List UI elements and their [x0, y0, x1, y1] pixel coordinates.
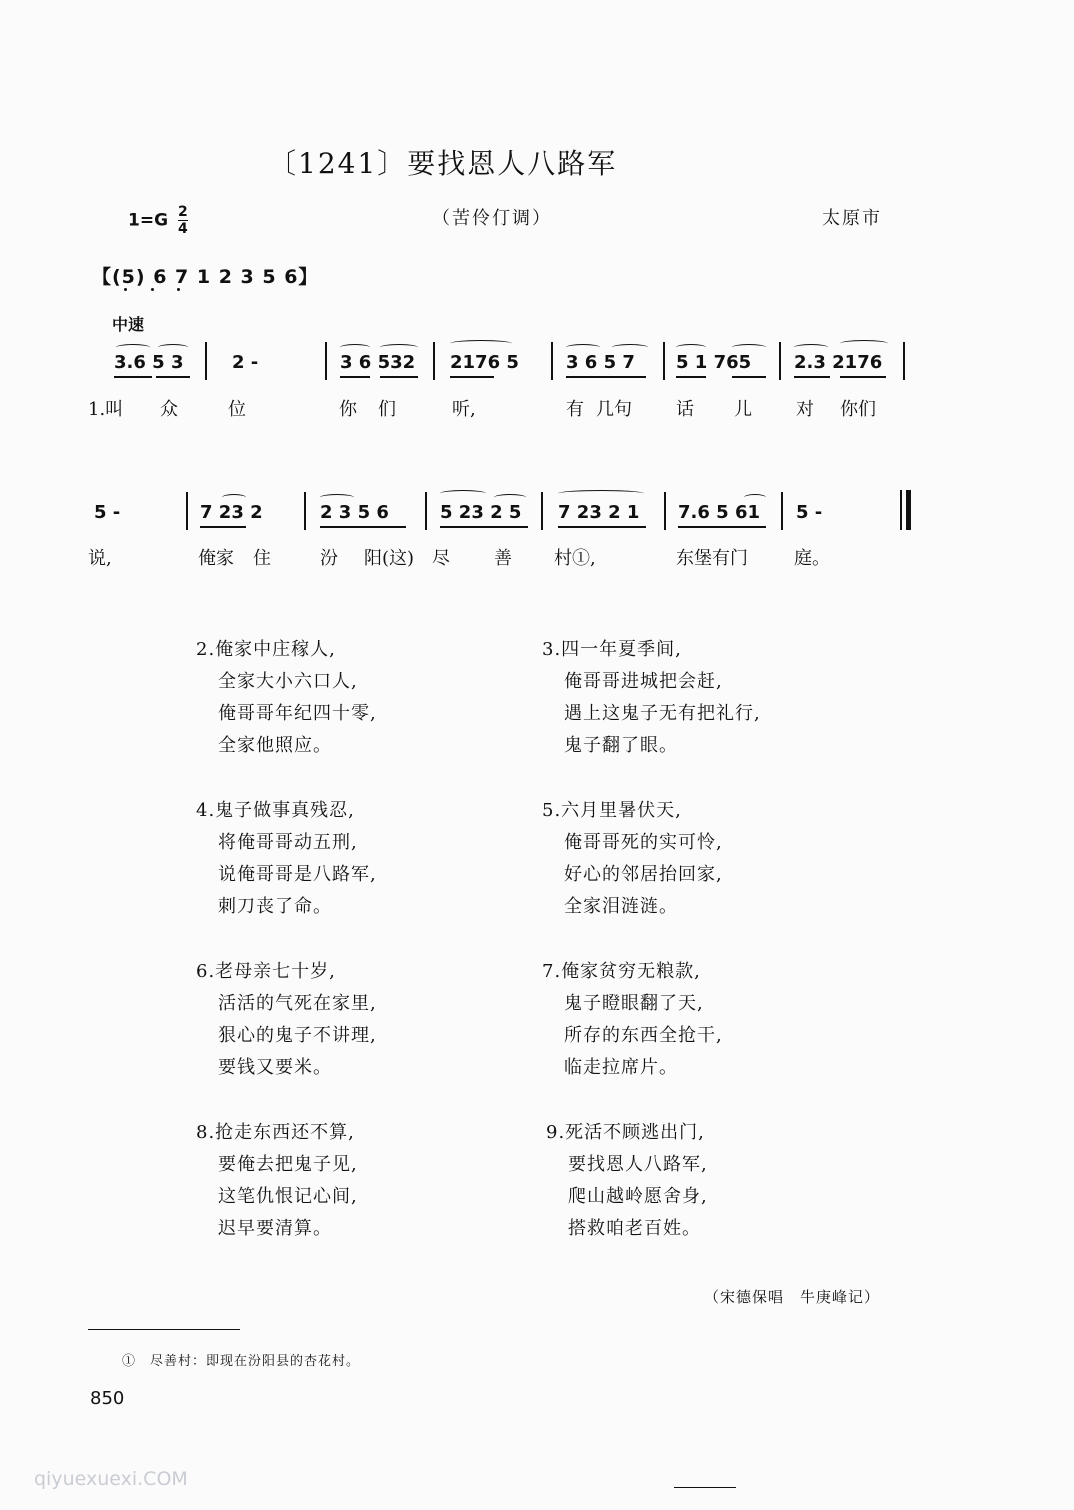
- slur: [440, 490, 486, 497]
- beam-underline: [320, 526, 406, 528]
- footnote: ① 尽善村：即现在汾阳县的杏花村。: [122, 1354, 361, 1369]
- bar-line: [541, 492, 543, 530]
- score-measure: 2 -: [232, 352, 259, 373]
- bar-line: [186, 492, 188, 530]
- stanza-line: 9.死活不顾逃出门,: [546, 1122, 705, 1143]
- lyric-word: 有: [566, 399, 584, 420]
- slur: [840, 340, 888, 347]
- slur: [612, 344, 648, 351]
- lyric-word: 你们: [840, 399, 876, 420]
- bar-line: [433, 342, 435, 380]
- slur: [676, 344, 706, 351]
- stanza-line: 鬼子翻了眼。: [564, 735, 678, 756]
- stanza-line: 迟早要清算。: [218, 1218, 332, 1239]
- origin-place: 太原市: [822, 208, 882, 229]
- stanza-line: 狠心的鬼子不讲理,: [218, 1025, 377, 1046]
- stanza-8: [196, 1117, 358, 1245]
- bar-line: [205, 342, 207, 380]
- slur: [380, 344, 418, 351]
- stanza-line: 搭救咱老百姓。: [568, 1218, 701, 1239]
- lyric-word: 听,: [452, 399, 476, 420]
- stanza-line: 2.俺家中庄稼人,: [196, 639, 336, 660]
- score-measure: 7 23 2 1: [558, 502, 640, 523]
- intro-notation: 【(5) 6 7 1 2 3 5 6】: [92, 266, 319, 288]
- slur: [158, 344, 188, 351]
- stanza-line: 5.六月里暑伏天,: [542, 800, 682, 821]
- bar-line: [663, 342, 665, 380]
- score-measure: 3 6 532: [340, 352, 416, 373]
- stanza-line: 鬼子瞪眼翻了天,: [564, 993, 704, 1014]
- slur: [566, 344, 600, 351]
- beam-underline: [676, 376, 706, 378]
- performer-credit: （宋德保唱 牛庚峰记）: [704, 1288, 881, 1306]
- bottom-rule: [674, 1487, 736, 1488]
- score-measure: 5 -: [796, 502, 823, 523]
- stanza-3: [542, 634, 761, 762]
- lyric-word: 几句: [596, 399, 632, 420]
- slur: [450, 340, 512, 347]
- stanza-line: 爬山越岭愿舍身,: [568, 1186, 708, 1207]
- slur: [494, 494, 526, 501]
- lyric-word: 汾: [320, 548, 338, 569]
- score-measure: 3.6 5 3: [114, 352, 184, 373]
- slur: [340, 344, 370, 351]
- stanza-line: 7.俺家贫穷无粮款,: [542, 961, 701, 982]
- slur: [794, 344, 828, 351]
- slur: [320, 494, 354, 501]
- score-measure: 7.6 5 61: [678, 502, 760, 523]
- lyric-word: 儿: [734, 399, 752, 420]
- beam-underline: [566, 376, 646, 378]
- time-bottom: 4: [177, 221, 188, 237]
- lyric-word: 你: [339, 399, 357, 420]
- beam-underline: [380, 376, 418, 378]
- score-measure: 2 3 5 6: [320, 502, 389, 523]
- score-measure: 3 6 5 7: [566, 352, 635, 373]
- beam-underline: [794, 376, 830, 378]
- time-top: 2: [177, 204, 188, 220]
- bar-line: [781, 492, 783, 530]
- stanza-line: 3.四一年夏季间,: [542, 639, 682, 660]
- stanza-line: 全家他照应。: [218, 735, 332, 756]
- stanza-line: 俺哥哥进城把会赶,: [564, 671, 723, 692]
- tempo-marking: 中速: [112, 315, 145, 334]
- slur: [744, 494, 766, 501]
- stanza-line: 4.鬼子做事真残忍,: [196, 800, 355, 821]
- lyric-word: 村①,: [554, 548, 596, 569]
- low-octave-dot: [124, 288, 127, 291]
- stanza-line: 6.老母亲七十岁,: [196, 961, 336, 982]
- lyric-word: 1.叫: [88, 399, 124, 420]
- low-octave-dot: [177, 288, 180, 291]
- slur: [116, 344, 150, 351]
- stanza-line: 要找恩人八路军,: [568, 1154, 708, 1175]
- stanza-5: [542, 795, 723, 923]
- stanza-9: [546, 1117, 708, 1245]
- score-measure: 5 23 2 5: [440, 502, 522, 523]
- stanza-line: 活活的气死在家里,: [218, 993, 377, 1014]
- key-signature: [128, 204, 188, 237]
- stanza-6: [196, 956, 377, 1084]
- score-measure: 7 23 2: [200, 502, 263, 523]
- lyric-word: 位: [228, 399, 246, 420]
- key-label: 1=G: [128, 210, 169, 231]
- beam-underline: [678, 526, 766, 528]
- stanza-line: 全家大小六口人,: [218, 671, 358, 692]
- beam-underline: [440, 526, 528, 528]
- stanza-line: 这笔仇恨记心间,: [218, 1186, 358, 1207]
- lyric-word: 话: [676, 399, 694, 420]
- time-signature: [178, 204, 188, 237]
- bar-line: [325, 342, 327, 380]
- beam-underline: [558, 526, 646, 528]
- final-bar-thin: [900, 490, 902, 530]
- slur: [222, 494, 246, 501]
- bar-line: [779, 342, 781, 380]
- bar-line: [425, 492, 427, 530]
- slur: [732, 344, 766, 351]
- lyric-word: 众: [160, 399, 178, 420]
- footnote-divider: [88, 1329, 240, 1330]
- beam-underline: [200, 526, 246, 528]
- stanza-4: [196, 795, 377, 923]
- tune-name: （苦伶仃调）: [432, 208, 552, 229]
- stanza-line: 所存的东西全抢干,: [564, 1025, 723, 1046]
- stanza-line: 将俺哥哥动五刑,: [218, 832, 358, 853]
- page-number: 850: [90, 1388, 125, 1409]
- lyric-word: 住: [253, 548, 271, 569]
- low-octave-dot: [151, 288, 154, 291]
- bar-line: [551, 342, 553, 380]
- beam-underline: [156, 376, 190, 378]
- beam-underline: [450, 376, 494, 378]
- bar-line: [664, 492, 666, 530]
- stanza-line: 8.抢走东西还不算,: [196, 1122, 355, 1143]
- stanza-line: 要俺去把鬼子见,: [218, 1154, 358, 1175]
- beam-underline: [340, 376, 370, 378]
- score-measure: 5 1 765: [676, 352, 752, 373]
- stanza-line: 全家泪涟涟。: [564, 896, 678, 917]
- final-bar-thick: [906, 490, 911, 530]
- lyric-word: 对: [796, 399, 814, 420]
- stanza-line: 说俺哥哥是八路军,: [218, 864, 377, 885]
- bar-line: [304, 492, 306, 530]
- score-measure: 2176 5: [450, 352, 519, 373]
- stanza-line: 要钱又要米。: [218, 1057, 332, 1078]
- stanza-line: 临走拉席片。: [564, 1057, 678, 1078]
- stanza-line: 俺哥哥年纪四十零,: [218, 703, 377, 724]
- stanza-line: 好心的邻居抬回家,: [564, 864, 723, 885]
- lyric-word: 东堡有门: [676, 548, 748, 569]
- lyric-word: 庭。: [794, 548, 830, 569]
- slur: [558, 490, 644, 497]
- beam-underline: [840, 376, 886, 378]
- lyric-word: 们: [378, 399, 396, 420]
- stanza-7: [542, 956, 723, 1084]
- lyric-word: 俺家: [198, 548, 234, 569]
- beam-underline: [732, 376, 766, 378]
- lyric-word: 阳(这): [364, 548, 415, 569]
- stanza-line: 刺刀丧了命。: [218, 896, 332, 917]
- stanza-2: [196, 634, 377, 762]
- lyric-word: 善: [494, 548, 512, 569]
- lyric-word: 说,: [88, 548, 112, 569]
- bar-line: [903, 342, 905, 380]
- stanza-line: 俺哥哥死的实可怜,: [564, 832, 723, 853]
- stanza-line: 遇上这鬼子无有把礼行,: [564, 703, 761, 724]
- beam-underline: [114, 376, 152, 378]
- watermark: qiyuexuexi.COM: [34, 1468, 188, 1490]
- score-measure: 5 -: [94, 502, 121, 523]
- score-measure: 2.3 2176: [794, 352, 883, 373]
- lyric-word: 尽: [432, 548, 450, 569]
- song-title: 〔1241〕要找恩人八路军: [268, 147, 618, 180]
